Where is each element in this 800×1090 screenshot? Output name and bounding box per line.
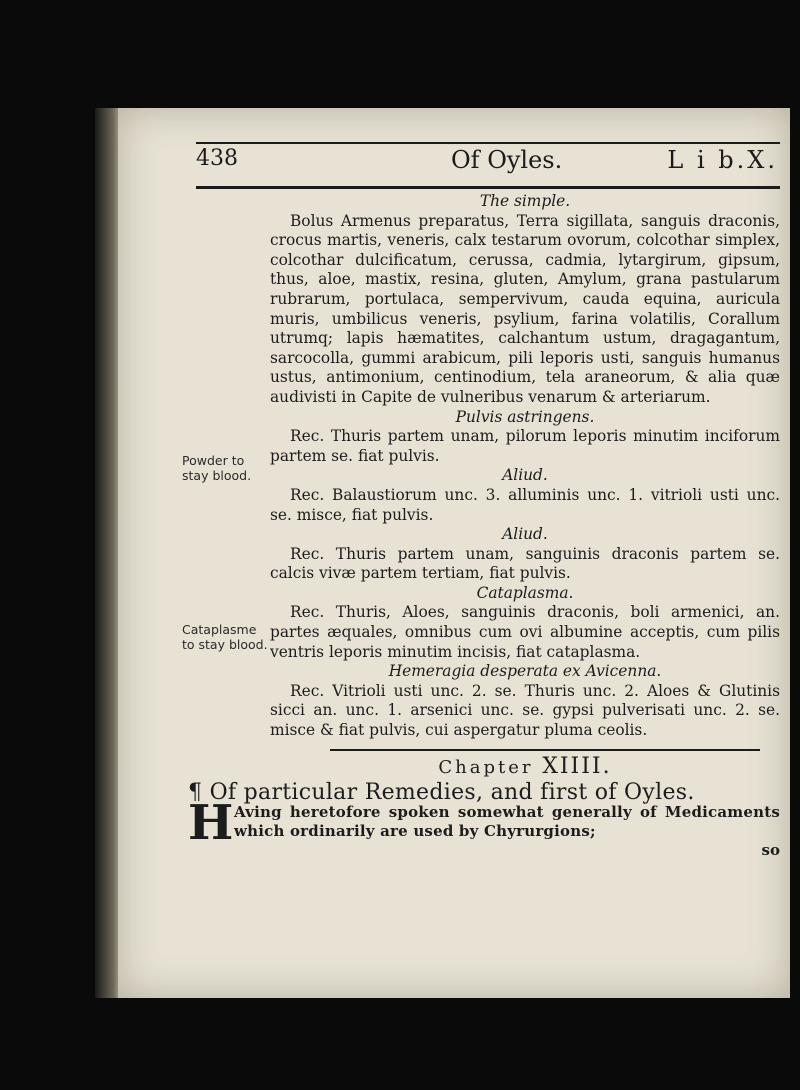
- margin-note-cataplasme: Cataplasme to stay blood.: [182, 622, 268, 652]
- chapter-heading: [270, 753, 780, 779]
- header-top-rule: [196, 142, 780, 144]
- header-rule: [196, 186, 780, 189]
- chapter-title: ¶ Of particular Remedies, and first of Oyles.: [188, 780, 695, 806]
- paragraph-simple: Bolus Armenus preparatus, Terra sigillata, sanguis draconis, crocus martis, veneris, calx testarum ovorum, colcothar simplex, colcothar dulcificatum, cerussa, cadmia, lytargirum, gipsum, thus, aloe, mastix, resina, gluten, Amylum, grana pastularum rubrarum, portulaca, sempervivum, cauda equina, auricula muris, umbilicus veneris, psylium, farina volatilis, Corallum utrumq; lapis hæmatites, calchantum ustum, dragagantum, sarcocolla, gummi arabicum, pili leporis usti, sanguis humanus ustus, antimonium, centinodium, tela araneorum, & alia quæ audivisti in Capite de vulneribus venarum & arteriarum.: [270, 211, 780, 406]
- section-heading-cataplasma: Cataplasma.: [476, 583, 574, 602]
- book-label: L i b.X.: [667, 146, 778, 174]
- section-heading-aliud-1: Aliud.: [502, 466, 548, 485]
- chapter-number: XIIII.: [542, 753, 612, 779]
- chapter-opening-text: [188, 794, 780, 851]
- opening-lines: Aving heretofore spoken somewhat generally of Medicaments which ordinarily are used by Chyrurgions;: [234, 802, 780, 840]
- catchword: so: [761, 840, 780, 859]
- running-title: Of Oyles.: [451, 146, 563, 174]
- paragraph-cataplasma: Rec. Thuris, Aloes, sanguinis draconis, boli armenici, an. partes æquales, omnibus cum ovi albumine acceptis, cum pilis ventris leporis minutim incisis, fiat cataplasma.: [270, 603, 780, 661]
- margin-note-powder: Powder to stay blood.: [182, 453, 252, 483]
- paragraph-hemeragia: Rec. Vitrioli usti unc. 2. se. Thuris unc. 2. Aloes & Glutinis sicci an. unc. 1. arsenici unc. se. gypsi pulverisati unc. 2. se. misce & fiat pulvis, cui aspergatur pluma ceolis.: [270, 681, 780, 740]
- drop-cap: H: [188, 794, 234, 851]
- chapter-rule: [330, 749, 760, 751]
- section-heading-pulvis: Pulvis astringens.: [455, 407, 595, 426]
- paragraph-aliud-1: Rec. Balaustiorum unc. 3. alluminis unc. 1. vitrioli usti unc. se. misce, fiat pulvis.: [270, 485, 780, 524]
- page-number: 438: [196, 146, 238, 171]
- chapter-label: Chapter: [438, 756, 534, 778]
- section-heading-aliud-2: Aliud.: [502, 525, 548, 544]
- paragraph-pulvis: Rec. Thuris partem unam, pilorum leporis minutim inciforum partem se. fiat pulvis.: [270, 427, 780, 465]
- section-heading-simple: The simple.: [479, 192, 571, 210]
- page-header: [196, 146, 780, 186]
- section-heading-hemeragia: Hemeragia desperata ex Avicenna.: [388, 662, 662, 681]
- paragraph-aliud-2: Rec. Thuris partem unam, sanguinis draconis partem se. calcis vivæ partem tertiam, fiat pulvis.: [270, 544, 780, 583]
